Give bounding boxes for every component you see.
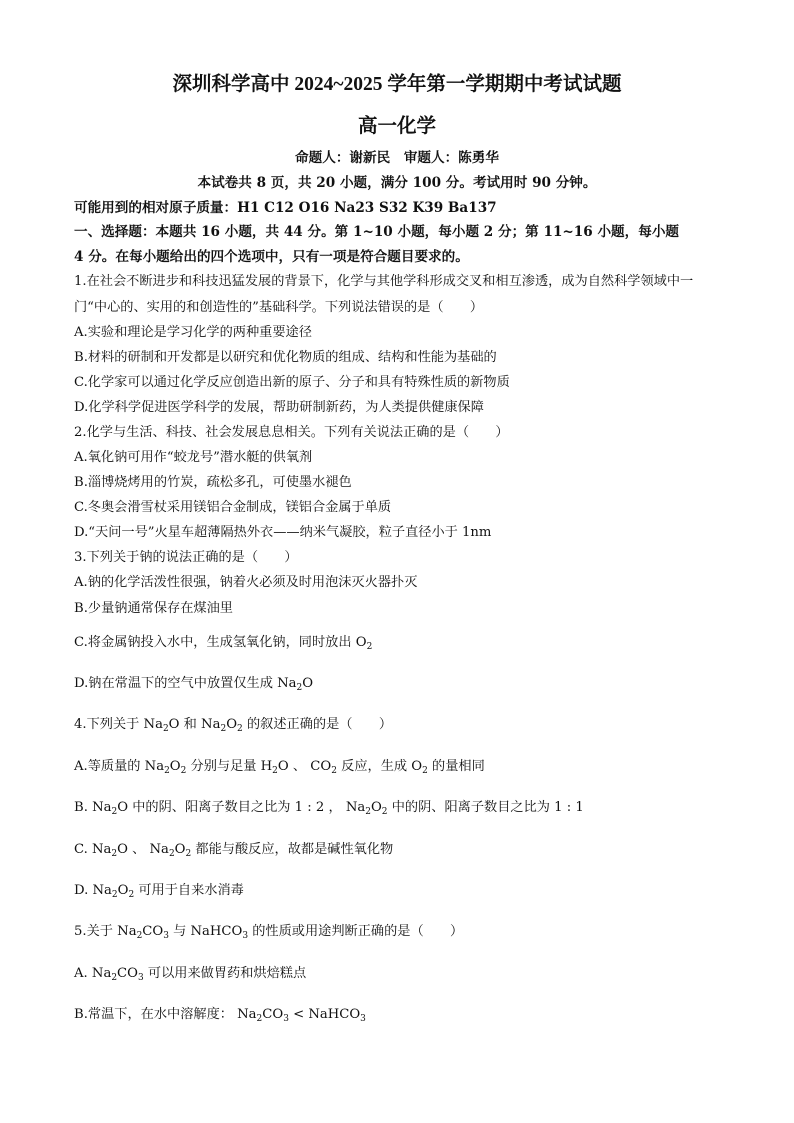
exam-title: 深圳科学高中 2024~2025 学年第一学期期中考试试题 [172,74,622,95]
q3-option-c: C.将金属钠投入水中，生成氢氧化钠，同时放出 $O_2$ [74,635,373,652]
section-heading-line-1: 一、选择题：本题共 16 小题，共 44 分。第 1~10 小题，每小题 2 分；第 11~16 小题，每小题 [74,224,680,240]
q5-option-b: B.常温下，在水中溶解度： $Na_2CO_3$ < NaHCO$_3$ [74,1007,366,1024]
q5-option-a: A. $Na_2CO_3$ 可以用来做胃药和烘焙糕点 [74,966,307,983]
q1-option-b: B.材料的研制和开发都是以研究和优化物质的组成、结构和性能为基础的 [74,350,497,365]
q3-option-a: A.钠的化学活泼性很强，钠着火必须及时用泡沫灭火器扑灭 [74,575,418,590]
q4-option-a: A.等质量的 $Na_2O_2$ 分别与足量 $H_2O$ 、 $CO_2$ 反应，生成 $O_2$ 的量相同 [74,759,485,776]
q4-option-b: B. $Na_2O$ 中的阴、阳离子数目之比为 1 : 2 ， $Na_2O_2$ 中的阴、阳离子数目之比为 1 : 1 [74,800,584,817]
q3-option-d: D.钠在常温下的空气中放置仅生成 $Na_2O$ [74,676,314,693]
q1-option-a: A.实验和理论是学习化学的两种重要途径 [74,325,312,340]
exam-subject: 高一化学 [357,114,436,137]
q4-stem: 4.下列关于 $Na_2O$ 和 $Na_2O_2$ 的叙述正确的是（ ） [74,717,393,734]
section-heading-line-2: 4 分。在每小题给出的四个选项中，只有一项是符合题目要求的。 [74,249,469,265]
q5-stem: 5.关于 $Na_2CO_3$ 与 NaHCO$_3$ 的性质或用途判断正确的是（ ） [74,924,464,941]
q4-option-c: C. $Na_2O$ 、 $Na_2O_2$ 都能与酸反应，故都是碱性氧化物 [74,842,394,859]
q2-option-d: D.“天问一号”火星车超薄隔热外衣——纳米气凝胶，粒子直径小于 1nm [74,525,492,540]
q1-option-c: C.化学家可以通过化学反应创造出新的原子、分子和具有特殊性质的新物质 [74,375,510,390]
atomic-masses: 可能用到的相对原子质量：H1 C12 O16 Na23 S32 K39 Ba137 [74,200,497,216]
exam-info: 本试卷共 8 页，共 20 小题，满分 100 分。考试用时 90 分钟。 [197,175,597,191]
q3-option-b: B.少量钠通常保存在煤油里 [74,601,233,616]
q1-option-d: D.化学科学促进医学科学的发展，帮助研制新药，为人类提供健康保障 [74,400,484,415]
q2-option-b: B.淄博烧烤用的竹炭，疏松多孔，可使墨水褪色 [74,475,352,490]
q1-stem-line-1: 1.在社会不断进步和科技迅猛发展的背景下，化学与其他学科形成交叉和相互渗透，成为自然科学领域中一 [74,274,694,289]
q2-option-a: A.氧化钠可用作“蛟龙号”潜水艇的供氧剂 [74,450,313,465]
q2-option-c: C.冬奥会滑雪杖采用镁铝合金制成，镁铝合金属于单质 [74,500,392,515]
q4-option-d: D. $Na_2O_2$ 可用于自来水消毒 [74,883,244,900]
q2-stem: 2.化学与生活、科技、社会发展息息相关。下列有关说法正确的是（ ） [74,425,509,440]
q3-stem: 3.下列关于钠的说法正确的是（ ） [74,550,298,565]
q1-stem-line-2: 门“中心的、实用的和创造性的”基础科学。下列说法错误的是（ ） [74,300,484,315]
exam-authors: 命题人：谢新民 审题人：陈勇华 [295,150,499,166]
